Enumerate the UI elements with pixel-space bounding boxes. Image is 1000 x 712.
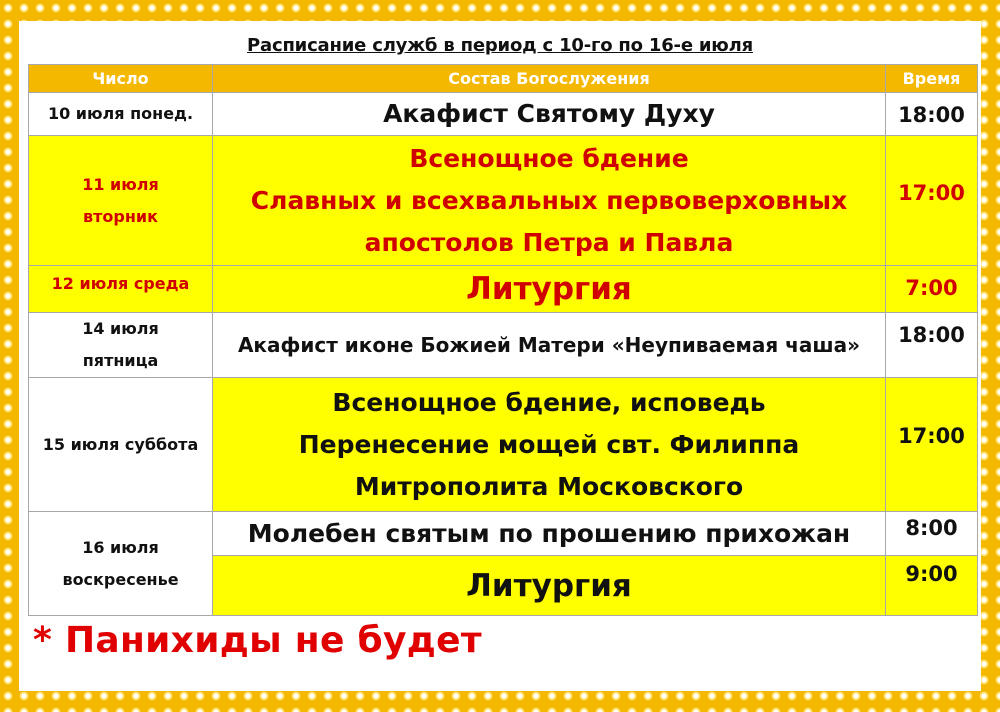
row-service — [213, 266, 886, 313]
date-line: пятница — [82, 351, 159, 370]
date-line: вторник — [83, 206, 158, 226]
note-no-memorial: * Панихиды не будет — [33, 620, 482, 661]
service-line: Всенощное бдение, исповедь — [332, 387, 766, 417]
row-date — [29, 266, 213, 313]
table-row — [29, 93, 978, 136]
row-service — [213, 556, 886, 616]
row-time: 8:00 — [886, 512, 978, 556]
date-line: 11 июля — [82, 174, 159, 194]
date-line: 15 июля суббота — [42, 434, 199, 454]
row-date — [29, 313, 213, 378]
row-time: 18:00 — [886, 93, 978, 136]
row-service — [213, 136, 886, 266]
row-service — [213, 313, 886, 378]
date-line: 10 июля понед. — [47, 104, 194, 123]
table-row — [29, 512, 978, 556]
date-line: 12 июля среда — [51, 274, 190, 293]
service-line: Акафист Святому Духу — [383, 99, 715, 128]
schedule-table — [28, 64, 978, 616]
page-title: Расписание служб в период с 10-го по 16-е июля — [247, 35, 753, 56]
row-service — [213, 93, 886, 136]
row-time: 18:00 — [886, 313, 978, 378]
table-row — [29, 313, 978, 378]
service-line: Славных и всехвальных первоверховных — [250, 185, 848, 215]
service-line: Всенощное бдение — [409, 143, 689, 173]
row-date — [29, 378, 213, 512]
header-date: Число — [29, 65, 213, 93]
row-service — [213, 378, 886, 512]
date-line: воскресенье — [62, 569, 179, 589]
service-line: Перенесение мощей свт. Филиппа — [298, 429, 800, 459]
table-row — [29, 136, 978, 266]
service-line: Литургия — [466, 567, 632, 604]
row-time: 17:00 — [886, 378, 978, 512]
row-date — [29, 93, 213, 136]
table-row — [29, 266, 978, 313]
row-date — [29, 512, 213, 616]
service-line: Акафист иконе Божией Матери «Неупиваемая чаша» — [237, 333, 861, 357]
date-line: 14 июля — [82, 319, 159, 338]
row-time: 7:00 — [886, 266, 978, 313]
service-line: Литургия — [466, 271, 632, 307]
row-time: 9:00 — [886, 556, 978, 616]
schedule-sheet — [19, 21, 981, 691]
table-row — [29, 378, 978, 512]
header-time: Время — [886, 65, 978, 93]
row-time: 17:00 — [886, 136, 978, 266]
table-header-row — [29, 65, 978, 93]
service-line: Молебен святым по прошению прихожан — [247, 518, 851, 548]
service-line: апостолов Петра и Павла — [364, 227, 734, 257]
header-service: Состав Богослужения — [213, 65, 886, 93]
row-service — [213, 512, 886, 556]
service-line: Митрополита Московского — [354, 471, 744, 501]
date-line: 16 июля — [82, 537, 159, 557]
row-date — [29, 136, 213, 266]
